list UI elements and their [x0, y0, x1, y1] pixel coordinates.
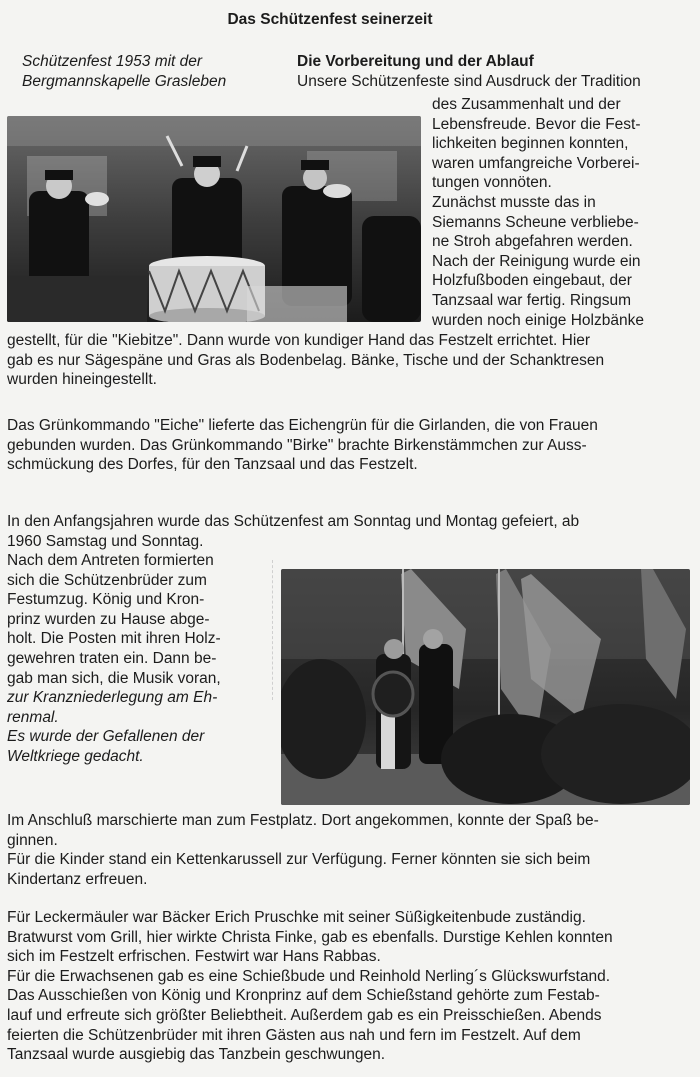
- text-line-italic: renmal.: [7, 708, 59, 726]
- text-line: Für die Erwachsenen gab es eine Schießbude und Reinhold Nerling´s Glückswurfstand.: [7, 967, 611, 985]
- photo-caption-line: Schützenfest 1953 mit der: [22, 53, 203, 70]
- text-line: wurden hineingestellt.: [7, 371, 157, 389]
- text-line: sich im Festzelt erfrischen. Festwirt war Hans Rabbas.: [7, 948, 381, 966]
- text-line: Bratwurst vom Grill, hier wirkte Christa Finke, gab es ebenfalls. Durstige Kehlen konnten: [7, 928, 613, 946]
- right-column-text: [432, 95, 689, 330]
- text-line: Tanzsaal war fertig. Ringsum: [432, 291, 631, 309]
- text-line: Das Ausschießen von König und Kronprinz auf dem Schießstand gehörte zum Festab-: [7, 987, 600, 1005]
- text-line: ne Stroh abgefahren werden.: [432, 233, 633, 251]
- paragraph-leckermaeuler: [7, 908, 690, 1065]
- text-line: lauf und erfreute sich größter Beliebtheit. Außerdem gab es ein Preisschießen. Abends: [7, 1006, 602, 1024]
- section-heading-block: [297, 52, 697, 92]
- text-line: gewehren traten ein. Dann be-: [7, 649, 217, 667]
- text-line: schmückung des Dorfes, für den Tanzsaal und das Festzelt.: [7, 456, 418, 474]
- text-line: Festumzug. König und Kron-: [7, 591, 205, 609]
- text-line: gab es nur Sägespäne und Gras als Bodenbelag. Bänke, Tische und der Schanktresen: [7, 351, 605, 369]
- band-photo: [7, 116, 421, 322]
- photo-caption-line: Bergmannskapelle Grasleben: [22, 73, 227, 90]
- text-line: Lebensfreude. Bevor die Fest-: [432, 115, 641, 133]
- text-line: holt. Die Posten mit ihren Holz-: [7, 630, 221, 648]
- text-line: gab man sich, die Musik voran,: [7, 669, 221, 687]
- paragraph-anfangsjahre: [7, 512, 690, 551]
- text-line-italic: zur Kranzniederlegung am Eh-: [7, 689, 218, 707]
- text-line: waren umfangreiche Vorberei-: [432, 154, 640, 172]
- text-line: Das Grünkommando "Eiche" lieferte das Eichengrün für die Girlanden, die von Frauen: [7, 417, 598, 434]
- section-heading: Die Vorbereitung und der Ablauf: [297, 53, 534, 70]
- text-line: Zunächst musste das in: [432, 193, 596, 211]
- text-line: Für die Kinder stand ein Kettenkarussell zur Verfügung. Ferner könnten sie sich beim: [7, 851, 591, 869]
- wreath-photo: [281, 569, 690, 805]
- text-line: lichkeiten beginnen konnten,: [432, 135, 629, 153]
- text-line: sich die Schützenbrüder zum: [7, 571, 207, 589]
- text-line-italic: Es wurde der Gefallenen der: [7, 728, 205, 746]
- text-line: tungen vonnöten.: [432, 174, 552, 192]
- text-line: feierten die Schützenbrüder mit ihren Gästen aus nah und fern im Festzelt. Auf dem: [7, 1026, 581, 1044]
- text-line: Kindertanz erfreuen.: [7, 870, 148, 888]
- text-line: Tanzsaal wurde ausgiebig das Tanzbein geschwungen.: [7, 1046, 386, 1064]
- text-line: prinz wurden zu Hause abge-: [7, 610, 210, 628]
- paragraph-festzelt: [7, 331, 690, 390]
- text-line: gebunden wurden. Das Grünkommando "Birke" brachte Birkenstämmchen zur Auss-: [7, 436, 587, 454]
- text-line: Für Leckermäuler war Bäcker Erich Pruschke mit seiner Süßigkeitenbude zuständig.: [7, 909, 586, 926]
- page-title: Das Schützenfest seinerzeit: [227, 11, 433, 28]
- text-line: ginnen.: [7, 831, 58, 849]
- text-line: Siemanns Scheune verbliebe-: [432, 213, 639, 231]
- text-line: 1960 Samstag und Sonntag.: [7, 532, 204, 550]
- text-line: gestellt, für die "Kiebitze". Dann wurde von kundiger Hand das Festzelt errichtet. Hier: [7, 332, 591, 349]
- text-line: Nach dem Antreten formierten: [7, 552, 214, 569]
- paragraph-festplatz: [7, 811, 690, 889]
- text-line-italic: Weltkriege gedacht.: [7, 747, 144, 765]
- text-line: In den Anfangsjahren wurde das Schützenfest am Sonntag und Montag gefeiert, ab: [7, 513, 580, 530]
- text-line: des Zusammenhalt und der: [432, 96, 621, 113]
- text-line: Holzfußboden eingebaut, der: [432, 272, 632, 290]
- column-divider: [272, 560, 274, 700]
- text-line: Nach der Reinigung wurde ein: [432, 252, 641, 270]
- photo-caption: [22, 52, 292, 92]
- text-line: wurden noch einige Holzbänke: [432, 311, 644, 329]
- text-line: Im Anschluß marschierte man zum Festplatz. Dort angekommen, konnte der Spaß be-: [7, 812, 599, 829]
- intro-line: Unsere Schützenfeste sind Ausdruck der Tradition: [297, 73, 641, 90]
- paragraph-gruenkommando: [7, 416, 690, 475]
- left-column-text: [7, 551, 265, 767]
